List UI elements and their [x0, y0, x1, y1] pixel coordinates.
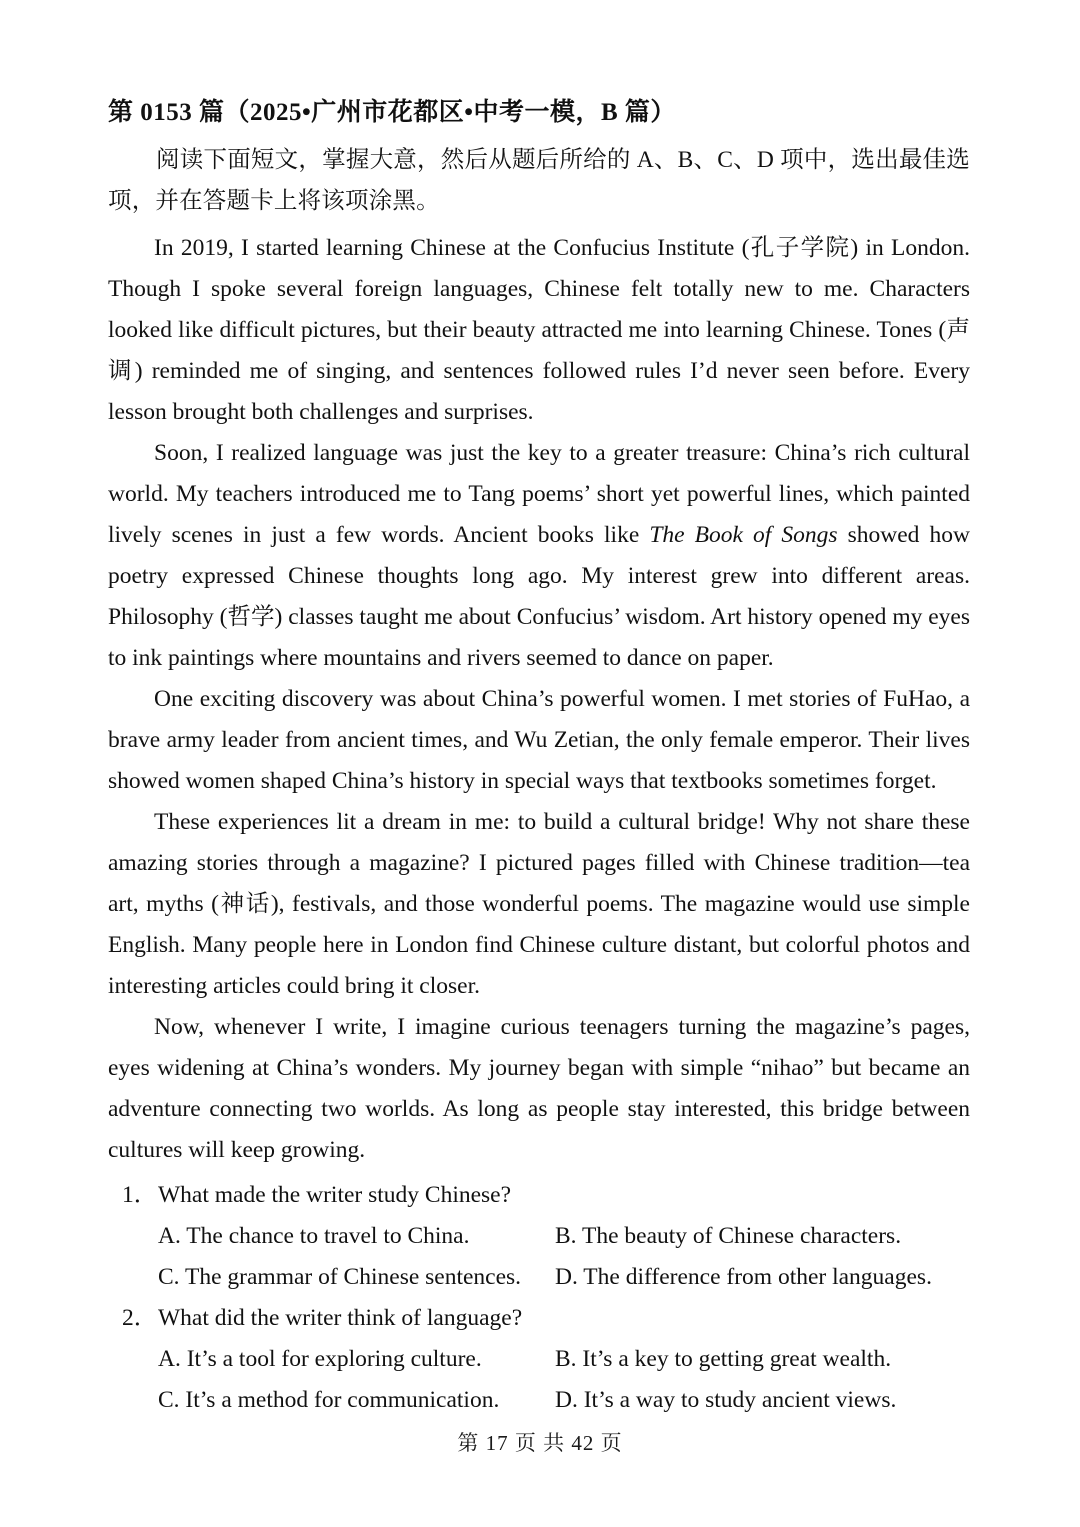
book-title: The Book of Songs [649, 521, 838, 548]
passage-text: showed how poetry expressed Chinese thoughts long ago. My interest grew into different areas. Philosophy (哲学) classes taught me about Confucius’ wisdom. Art history opened my eyes to ink paintings where mountains and rivers seemed to dance on paper. [108, 521, 970, 671]
answer-option[interactable]: B. It’s a key to getting great wealth. [555, 1345, 892, 1372]
passage-text: One exciting discovery was about China’s powerful women. I met stories of FuHao, a brave army leader from ancient times, and Wu Zetian, the only female emperor. Their lives showed women shaped China’s history in special ways that textbooks sometimes forget. [108, 685, 970, 794]
page-title: 第 0153 篇（2025•广州市花都区•中考一模，B 篇） [108, 99, 676, 126]
option-row [108, 1339, 970, 1380]
passage-text: These experiences lit a dream in me: to build a cultural bridge! Why not share these amazing stories through a magazine? I pictured pages filled with Chinese tradition—tea art, myths (神话), festivals, and those wonderful poems. The magazine would use simple English. Many people here in London find Chinese culture distant, but colorful photos and interesting articles could bring it closer. [108, 808, 970, 999]
question-number: 2． [122, 1304, 158, 1331]
question-block [108, 1298, 970, 1421]
question-stem [108, 1175, 970, 1216]
question-block [108, 1175, 970, 1298]
question-number: 1． [122, 1181, 158, 1208]
document-content [108, 96, 970, 1421]
question-text: What made the writer study Chinese? [158, 1181, 512, 1208]
answer-option[interactable]: A. The chance to travel to China. [158, 1222, 470, 1249]
answer-option[interactable]: B. The beauty of Chinese characters. [555, 1222, 902, 1249]
passage-paragraph [108, 679, 970, 802]
answer-option[interactable]: C. It’s a method for communication. [158, 1386, 500, 1413]
option-row [108, 1257, 970, 1298]
answer-option[interactable]: D. It’s a way to study ancient views. [555, 1386, 897, 1413]
questions-list [108, 1175, 970, 1421]
instruction-paragraph: 阅读下面短文，掌握大意，然后从题后所给的 A、B、C、D 项中，选出最佳选项，并在答题卡上将该项涂黑。 [108, 146, 970, 214]
passage-text: In 2019, I started learning Chinese at the Confucius Institute (孔子学院) in London. Though I spoke several foreign languages, Chinese felt totally new to me. Characters looked like difficult pictures, but their beauty attracted me into learning Chinese. Tones (声调) reminded me of singing, and sentences followed rules I’d never seen before. Every lesson brought both challenges and surprises. [108, 234, 970, 425]
question-text: What did the writer think of language? [158, 1304, 523, 1331]
passage-text: Soon, I realized language was just the key to a greater treasure: China’s rich cultural world. My teachers introduced me to Tang poems’ short yet powerful lines, which painted lively scenes in just a few words. Ancient books like [108, 439, 970, 548]
passage-paragraph [108, 802, 970, 1007]
option-row [108, 1216, 970, 1257]
passage-body [108, 228, 970, 1171]
passage-paragraph [108, 228, 970, 433]
page-footer: 第 17 页 共 42 页 [457, 1431, 623, 1455]
passage-paragraph [108, 433, 970, 679]
passage-paragraph [108, 1007, 970, 1171]
answer-option[interactable]: C. The grammar of Chinese sentences. [158, 1263, 522, 1290]
question-stem [108, 1298, 970, 1339]
passage-text: Now, whenever I write, I imagine curious teenagers turning the magazine’s pages, eyes widening at China’s wonders. My journey began with simple “nihao” but became an adventure connecting two worlds. As long as people stay interested, this bridge between cultures will keep growing. [108, 1013, 970, 1163]
answer-option[interactable]: D. The difference from other languages. [555, 1263, 932, 1290]
option-row [108, 1380, 970, 1421]
answer-option[interactable]: A. It’s a tool for exploring culture. [158, 1345, 482, 1372]
